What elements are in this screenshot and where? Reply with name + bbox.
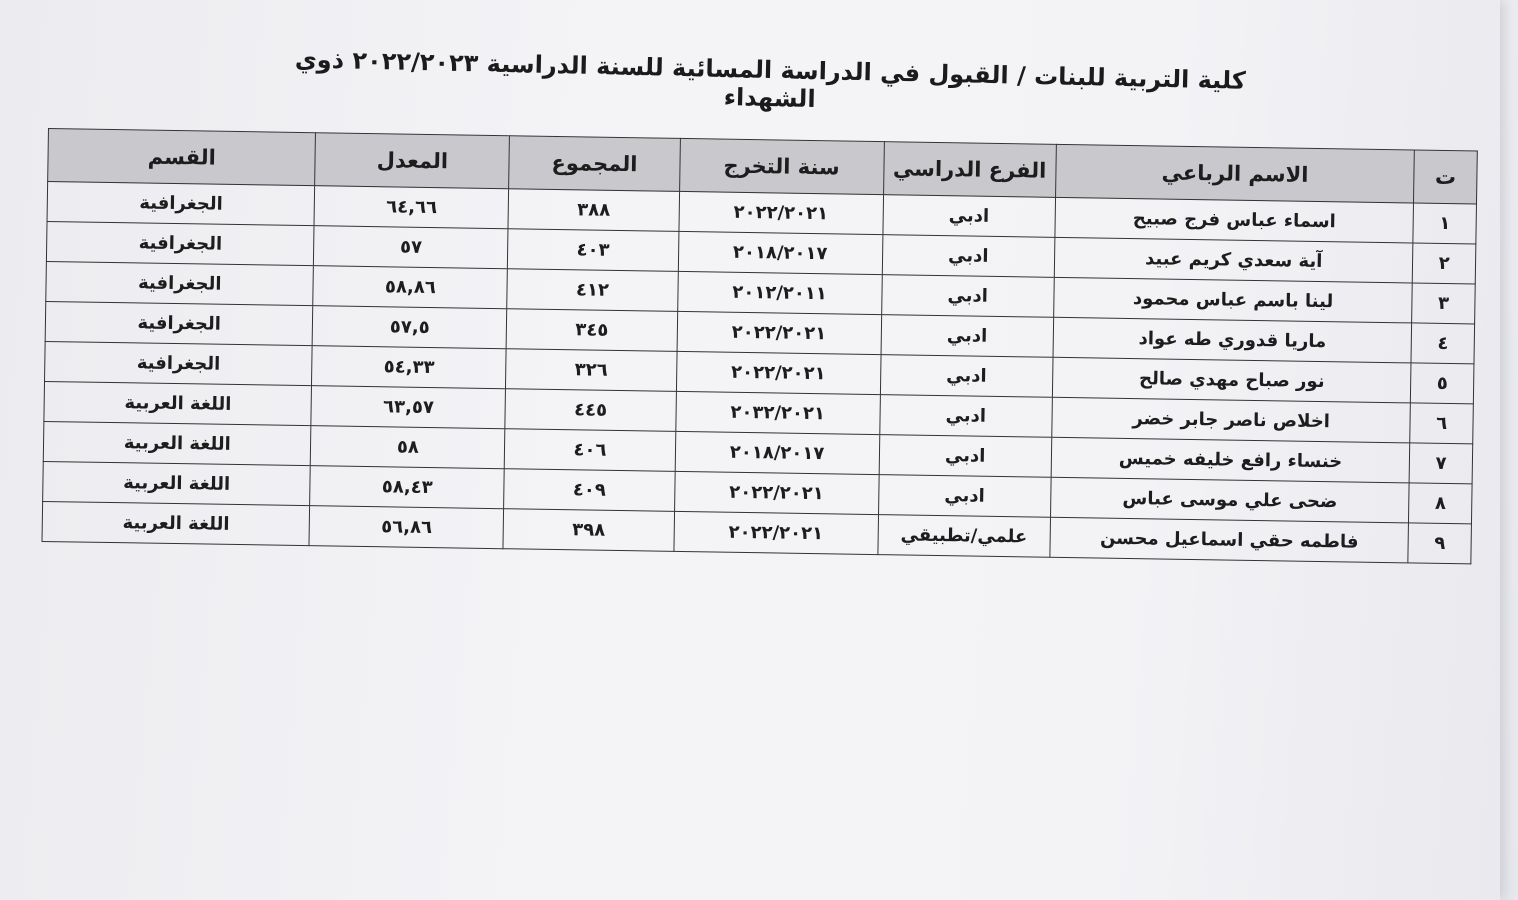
cell-total: ٤١٢ bbox=[507, 269, 678, 312]
cell-branch: ادبي bbox=[879, 395, 1052, 438]
cell-total: ٤٠٩ bbox=[504, 469, 675, 512]
cell-grad-year: ٢٠١٨/٢٠١٧ bbox=[675, 431, 880, 474]
cell-average: ٥٧ bbox=[314, 226, 509, 269]
cell-average: ٦٤,٦٦ bbox=[314, 186, 509, 229]
cell-branch: علمي/تطبيقي bbox=[878, 515, 1051, 558]
cell-average: ٥٦,٨٦ bbox=[309, 506, 504, 549]
header-total: المجموع bbox=[509, 136, 680, 192]
cell-branch: ادبي bbox=[880, 355, 1053, 398]
cell-average: ٥٨,٤٣ bbox=[310, 466, 505, 509]
admission-table bbox=[41, 128, 1477, 564]
cell-branch: ادبي bbox=[883, 195, 1056, 238]
cell-index: ٨ bbox=[1409, 483, 1472, 524]
cell-index: ٣ bbox=[1412, 283, 1475, 324]
cell-index: ٢ bbox=[1413, 243, 1476, 284]
cell-average: ٥٨,٨٦ bbox=[313, 266, 508, 309]
cell-grad-year: ٢٠٢٢/٢٠٢١ bbox=[676, 351, 881, 394]
cell-total: ٤٠٦ bbox=[505, 429, 676, 472]
cell-total: ٤٠٣ bbox=[508, 229, 679, 272]
cell-department: الجغرافية bbox=[47, 182, 315, 226]
cell-branch: ادبي bbox=[882, 235, 1055, 278]
cell-total: ٤٤٥ bbox=[505, 389, 676, 432]
header-name: الاسم الرباعي bbox=[1055, 144, 1414, 203]
cell-department: الجغرافية bbox=[46, 261, 314, 305]
cell-average: ٦٣,٥٧ bbox=[311, 386, 506, 429]
cell-department: الجغرافية bbox=[45, 301, 313, 345]
cell-grad-year: ٢٠١٢/٢٠١١ bbox=[677, 271, 882, 314]
cell-grad-year: ٢٠٢٢/٢٠٢١ bbox=[677, 311, 882, 354]
cell-branch: ادبي bbox=[879, 435, 1052, 478]
cell-index: ١ bbox=[1413, 203, 1476, 244]
cell-branch: ادبي bbox=[881, 315, 1054, 358]
cell-name: آية سعدي كريم عبيد bbox=[1054, 237, 1413, 283]
cell-average: ٥٨ bbox=[311, 426, 506, 469]
header-department: القسم bbox=[48, 129, 316, 186]
cell-index: ٥ bbox=[1411, 363, 1474, 404]
cell-department: الجغرافية bbox=[46, 221, 314, 265]
cell-name: اخلاص ناصر جابر خضر bbox=[1052, 397, 1411, 443]
cell-name: فاطمه حقي اسماعيل محسن bbox=[1050, 517, 1409, 563]
cell-branch: ادبي bbox=[881, 275, 1054, 318]
cell-total: ٣٤٥ bbox=[506, 309, 677, 352]
cell-name: خنساء رافع خليفه خميس bbox=[1051, 437, 1410, 483]
header-average: المعدل bbox=[315, 133, 510, 189]
cell-grad-year: ٢٠٣٢/٢٠٢١ bbox=[675, 391, 880, 434]
table-body bbox=[42, 182, 1476, 564]
cell-total: ٣٨٨ bbox=[508, 189, 679, 232]
cell-department: اللغة العربية bbox=[44, 381, 312, 425]
cell-total: ٣٢٦ bbox=[506, 349, 677, 392]
cell-average: ٥٤,٣٣ bbox=[312, 346, 507, 389]
cell-department: اللغة العربية bbox=[43, 421, 311, 465]
cell-department: اللغة العربية bbox=[42, 501, 310, 545]
admission-table-wrapper bbox=[41, 128, 1477, 564]
document-title: كلية التربية للبنات / القبول في الدراسة المسائية للسنة الدراسية ٢٠٢٢/٢٠٢٣ ذوي الشهداء bbox=[294, 45, 1247, 114]
header-branch: الفرع الدراسي bbox=[883, 142, 1056, 198]
cell-grad-year: ٢٠٢٢/٢٠٢١ bbox=[674, 471, 879, 514]
header-index: ت bbox=[1414, 150, 1477, 204]
cell-index: ٧ bbox=[1409, 443, 1472, 484]
header-grad-year: سنة التخرج bbox=[679, 138, 884, 194]
cell-department: اللغة العربية bbox=[43, 461, 311, 505]
cell-index: ٦ bbox=[1410, 403, 1473, 444]
cell-name: ضحى علي موسى عباس bbox=[1050, 477, 1409, 523]
cell-total: ٣٩٨ bbox=[503, 509, 674, 552]
cell-name: اسماء عباس فرج صبيح bbox=[1055, 197, 1414, 243]
cell-name: نور صباح مهدي صالح bbox=[1052, 357, 1411, 403]
cell-grad-year: ٢٠١٨/٢٠١٧ bbox=[678, 231, 883, 274]
cell-grad-year: ٢٠٢٢/٢٠٢١ bbox=[674, 511, 879, 554]
cell-average: ٥٧,٥ bbox=[313, 306, 508, 349]
cell-name: لينا باسم عباس محمود bbox=[1054, 277, 1413, 323]
cell-branch: ادبي bbox=[878, 475, 1051, 518]
cell-department: الجغرافية bbox=[45, 341, 313, 385]
cell-name: ماريا قدوري طه عواد bbox=[1053, 317, 1412, 363]
cell-index: ٤ bbox=[1411, 323, 1474, 364]
cell-index: ٩ bbox=[1408, 523, 1471, 564]
cell-grad-year: ٢٠٢٢/٢٠٢١ bbox=[679, 191, 884, 234]
